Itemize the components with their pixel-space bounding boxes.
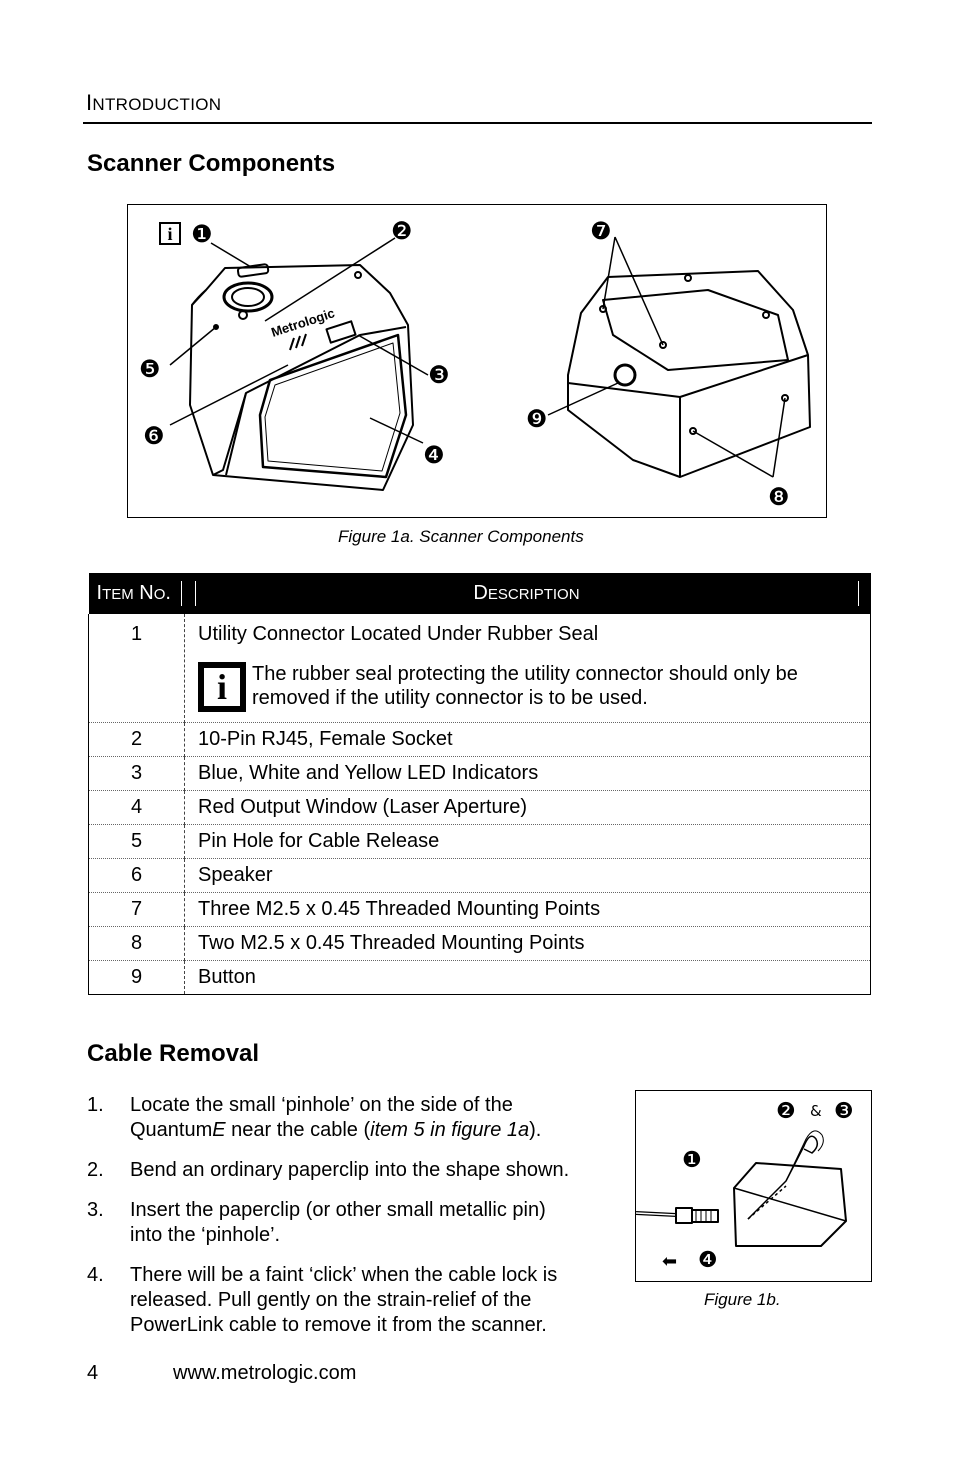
callout-4: ❹ <box>698 1248 718 1273</box>
item-description: Pin Hole for Cable Release <box>185 825 871 859</box>
info-icon: i <box>198 662 246 712</box>
callout-2: ❷ <box>776 1099 796 1124</box>
item-number: 4 <box>89 791 185 825</box>
figure-scanner-components <box>127 204 827 518</box>
callout-9: ❾ <box>526 405 548 433</box>
callout-5: ❺ <box>139 355 161 383</box>
cable-removal-steps <box>87 1093 617 1353</box>
callout-1: ❶ <box>682 1148 702 1173</box>
cable-removal-illustration <box>636 1091 872 1282</box>
figure-1b-caption: Figure 1b. <box>704 1290 781 1309</box>
info-note <box>198 654 870 722</box>
callout-1: ❶ <box>191 220 213 248</box>
section-title-cable-removal: Cable Removal <box>87 1040 260 1067</box>
callout-3: ❸ <box>834 1099 854 1124</box>
column-header-description: DESCRIPTION <box>185 573 871 614</box>
item-number: 2 <box>89 723 185 757</box>
item-description: Two M2.5 x 0.45 Threaded Mounting Points <box>185 927 871 961</box>
section-title-scanner-components: Scanner Components <box>87 150 336 177</box>
list-item: 2. Bend an ordinary paperclip into the shape shown. <box>87 1159 570 1181</box>
item-number: 6 <box>89 859 185 893</box>
item-description: Utility Connector Located Under Rubber Seal <box>198 623 599 645</box>
ampersand: & <box>810 1102 822 1120</box>
info-note-text: The rubber seal protecting the utility connector should only be removed if the utility connector is to be used. <box>252 663 798 709</box>
header-rule <box>83 122 872 124</box>
item-number: 1 <box>89 614 185 723</box>
figure-1a-caption: Figure 1a. Scanner Components <box>338 527 584 546</box>
left-arrow-icon: ⬅ <box>662 1251 678 1272</box>
callout-3: ❸ <box>428 361 450 389</box>
scanner-brand-label: Metrologic <box>269 305 337 340</box>
running-header <box>86 90 871 116</box>
table-row <box>89 859 871 893</box>
page-number: 4 <box>87 1362 99 1384</box>
table-row <box>89 791 871 825</box>
list-item: 4. There will be a faint ‘click’ when the cable lock is released. Pull gently on the strain-relief of the PowerLink cable to remove it from the scanner. <box>87 1264 558 1336</box>
header-first-letter: I <box>86 90 93 115</box>
table-row <box>89 893 871 927</box>
components-table <box>88 573 871 995</box>
table-row <box>89 825 871 859</box>
item-description: Red Output Window (Laser Aperture) <box>185 791 871 825</box>
scanner-illustration <box>128 205 827 518</box>
item-number: 9 <box>89 961 185 995</box>
item-description-cell <box>185 614 871 723</box>
item-number: 8 <box>89 927 185 961</box>
table-row <box>89 614 871 723</box>
callout-4: ❹ <box>423 441 445 469</box>
item-description: Button <box>185 961 871 995</box>
item-number: 7 <box>89 893 185 927</box>
item-number: 3 <box>89 757 185 791</box>
header-rest: NTRODUCTION <box>92 95 222 114</box>
column-header-item-no: ITEM NO. <box>89 573 185 614</box>
table-row <box>89 757 871 791</box>
callout-2: ❷ <box>391 217 413 245</box>
item-description: Speaker <box>185 859 871 893</box>
item-number: 5 <box>89 825 185 859</box>
list-item: 3. Insert the paperclip (or other small metallic pin) into the ‘pinhole’. <box>87 1199 546 1246</box>
info-icon: i <box>167 224 173 244</box>
table-row <box>89 961 871 995</box>
callout-8: ❽ <box>768 483 790 511</box>
list-item: 1. Locate the small ‘pinhole’ on the side of the QuantumE near the cable (item 5 in figure 1a). <box>87 1094 542 1141</box>
callout-7: ❼ <box>590 217 612 245</box>
footer-url: www.metrologic.com <box>173 1362 357 1384</box>
item-description: Blue, White and Yellow LED Indicators <box>185 757 871 791</box>
item-description: Three M2.5 x 0.45 Threaded Mounting Points <box>185 893 871 927</box>
figure-cable-removal <box>635 1090 872 1282</box>
item-description: 10-Pin RJ45, Female Socket <box>185 723 871 757</box>
table-row <box>89 723 871 757</box>
table-row <box>89 927 871 961</box>
callout-6: ❻ <box>143 422 165 450</box>
